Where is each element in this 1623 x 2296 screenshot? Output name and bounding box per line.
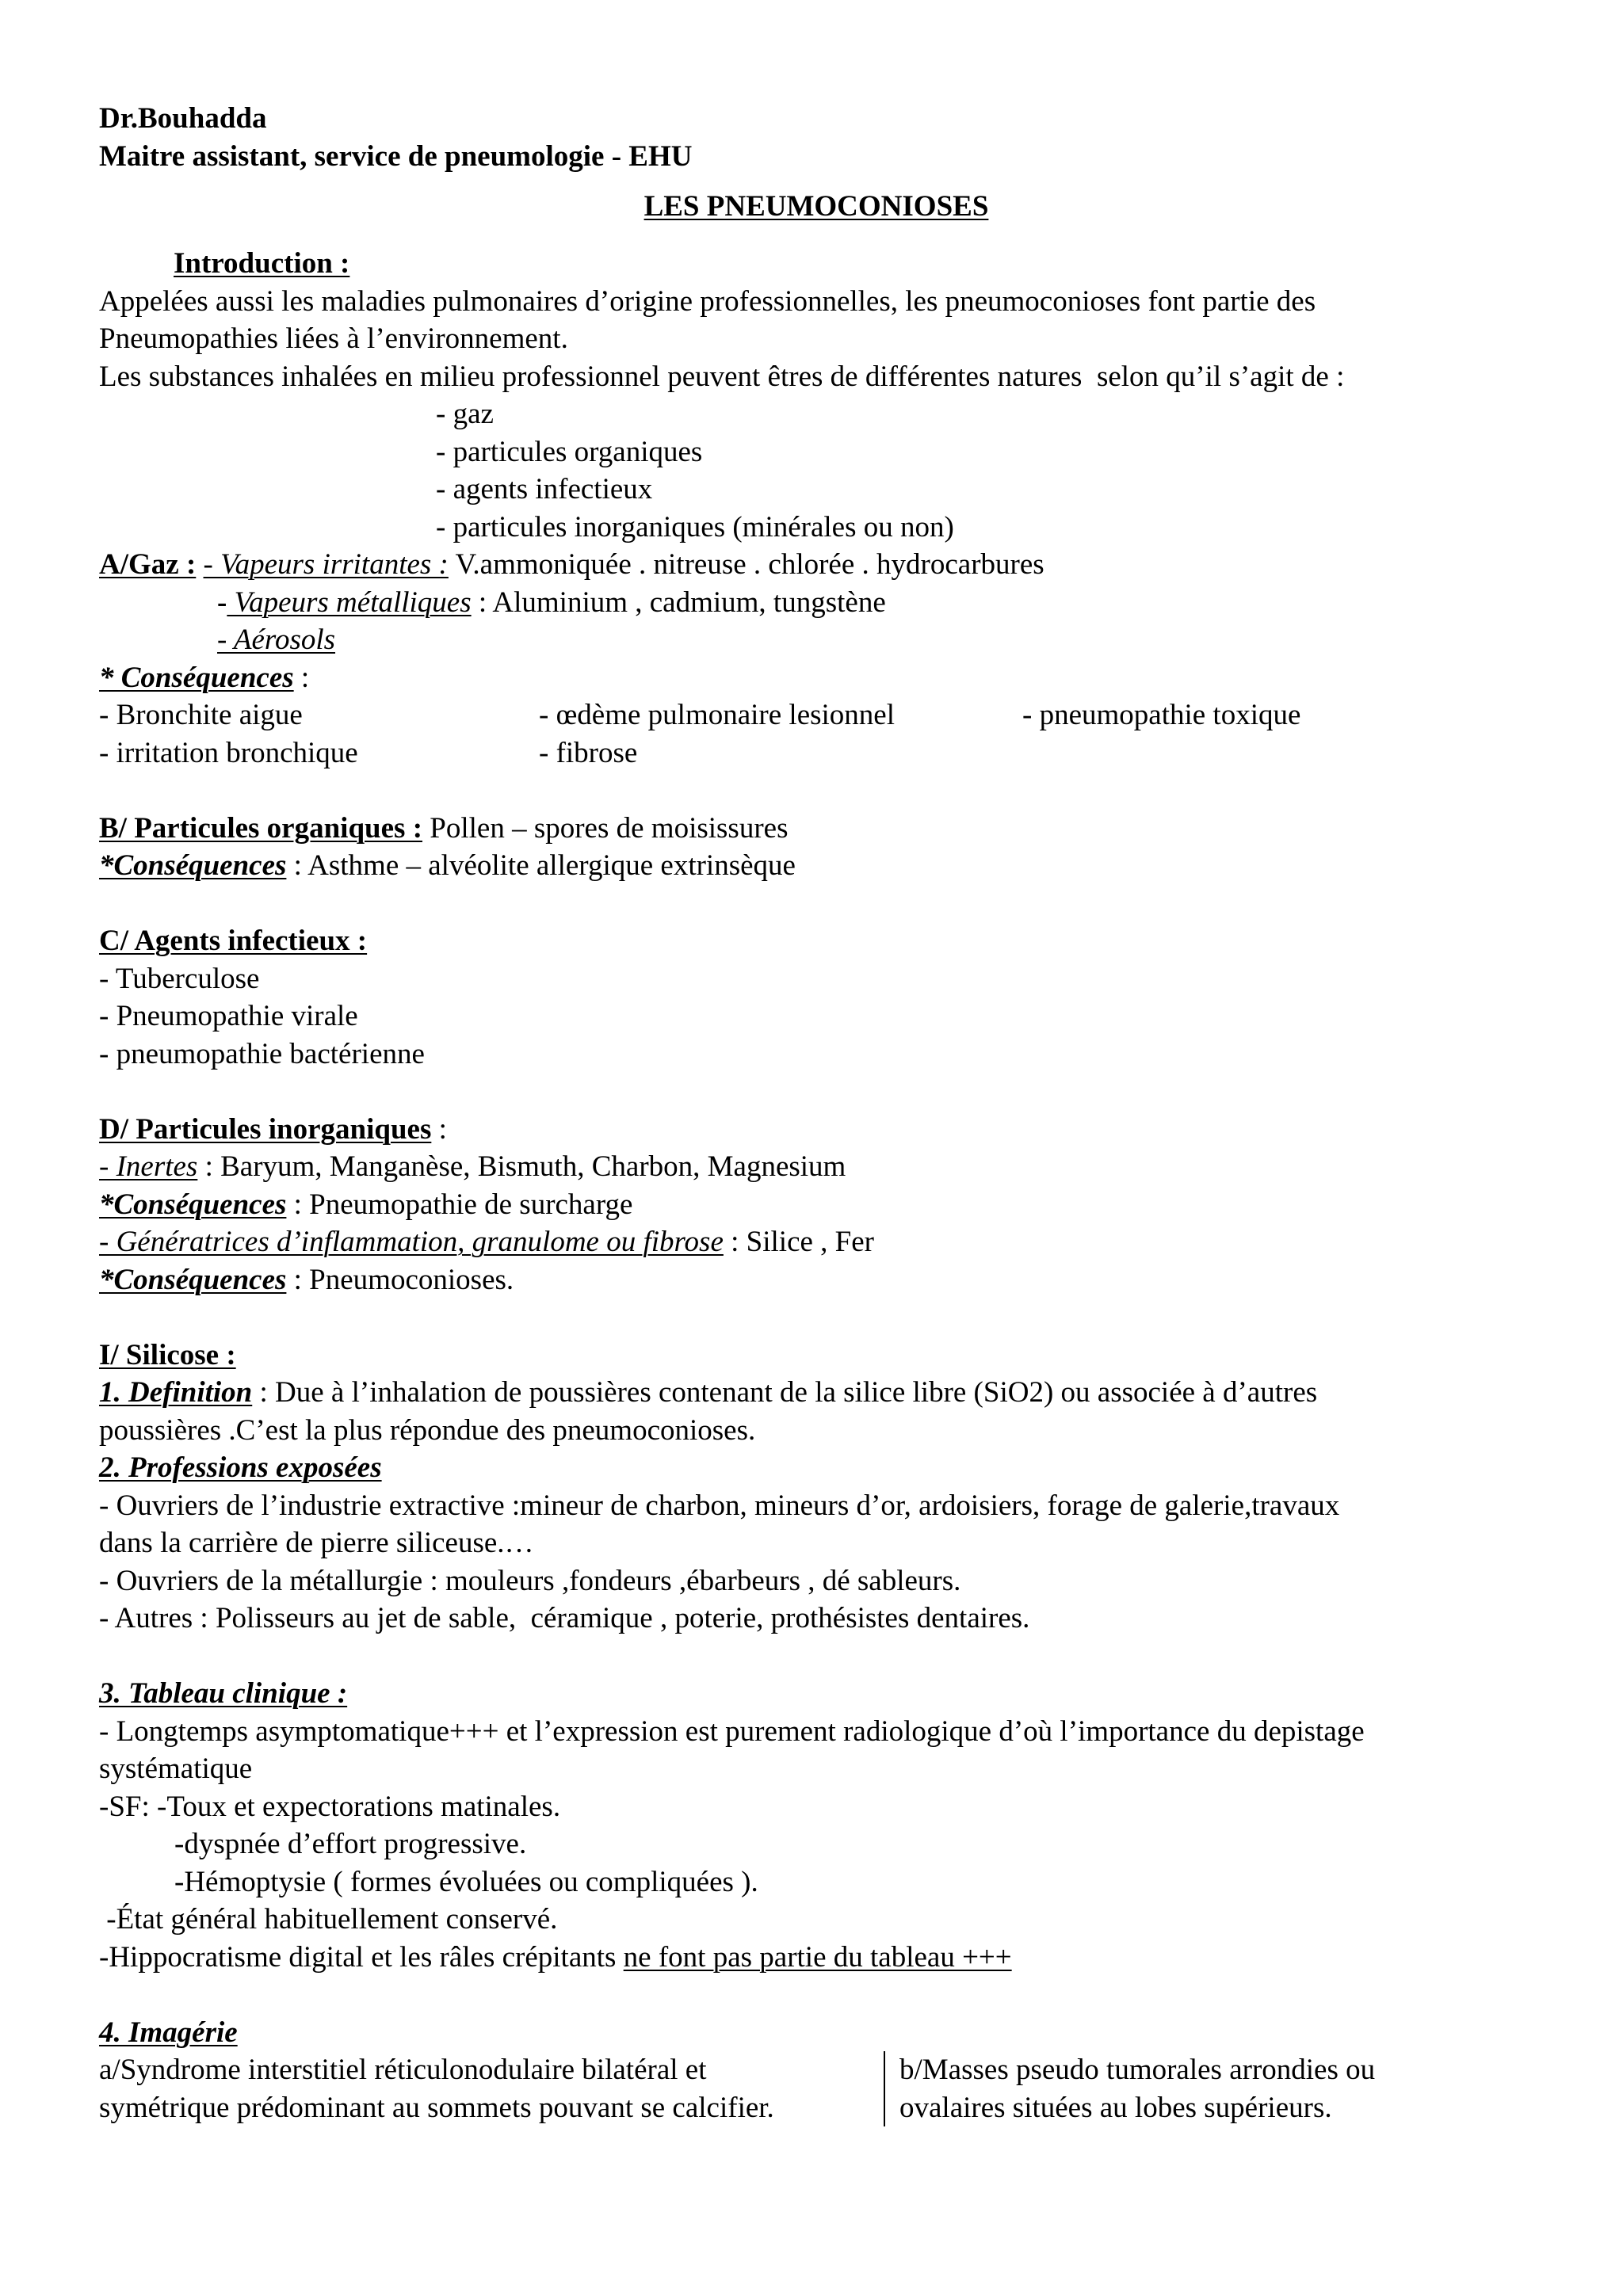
intro-list-item: - particules organiques [436, 435, 703, 468]
silicose-heading: I/ Silicose : [99, 1338, 236, 1371]
title-text: LES PNEUMOCONIOSES [643, 190, 989, 223]
gaz-consequences-heading: * Conséquences : [99, 661, 310, 694]
sf-line: -SF: -Toux et expectorations matinales. [99, 1790, 561, 1823]
consequence-item: - pneumopathie toxique [1022, 699, 1301, 731]
aerosols-line: - Aérosols [217, 624, 336, 656]
imagerie-heading: 4. Imagérie [99, 2016, 238, 2049]
professions-line: - Autres : Polisseurs au jet de sable, céramique , poterie, prothésistes dentaires. [99, 1602, 1030, 1634]
clinique-heading: 3. Tableau clinique : [99, 1677, 348, 1710]
intro-list-item: - particules inorganiques (minérales ou non) [436, 510, 954, 543]
definition-line-1: 1. Definition : Due à l’inhalation de poussières contenant de la silice libre (SiO2) ou associée à d’autres [99, 1376, 1318, 1409]
intro-list-item: - agents infectieux [436, 473, 653, 505]
consequence-item: - Bronchite aigue [99, 699, 303, 731]
etat-general-line: -État général habituellement conservé. [99, 1903, 558, 1936]
author-position: Maitre assistant, service de pneumologie - EHU [99, 139, 693, 173]
inorganiques-consequences-2: *Conséquences : Pneumoconioses. [99, 1263, 514, 1296]
professions-line: - Ouvriers de l’industrie extractive :mineur de charbon, mineurs d’or, ardoisiers, forage de galerie,travaux [99, 1489, 1340, 1522]
inertes-line: - Inertes : Baryum, Manganèse, Bismuth, Charbon, Magnesium [99, 1150, 846, 1183]
intro-line-3: Les substances inhalées en milieu professionnel peuvent êtres de différentes natures selon qu’il s’agit de : [99, 360, 1345, 393]
sf-item: -dyspnée d’effort progressive. [174, 1828, 527, 1860]
gaz-consequences-row-1 [99, 696, 1533, 734]
infectieux-item: - Tuberculose [99, 962, 260, 995]
imagerie-table [99, 2051, 1533, 2126]
infectieux-heading: C/ Agents infectieux : [99, 925, 368, 957]
organiques-heading: B/ Particules organiques : [99, 811, 423, 845]
definition-line-2: poussières .C’est la plus répondue des pneumoconioses. [99, 1413, 756, 1447]
clinique-line-2: systématique [99, 1753, 253, 1785]
intro-line-2: Pneumopathies liées à l’environnement. [99, 322, 568, 355]
gaz-consequences-row-2 [99, 734, 1533, 772]
intro-list-item: - gaz [436, 398, 494, 430]
gaz-heading: A/Gaz : [99, 548, 197, 581]
consequence-item: - irritation bronchique [99, 736, 358, 769]
imagerie-cell-b: b/Masses pseudo tumorales arrondies ou ovalaires situées au lobes supérieurs. [899, 2054, 1376, 2124]
consequence-item: - œdème pulmonaire lesionnel [539, 699, 896, 731]
infectieux-item: - pneumopathie bactérienne [99, 1037, 425, 1070]
document-page [99, 100, 1533, 2126]
intro-line-1: Appelées aussi les maladies pulmonaires d’origine professionnelles, les pneumoconioses font partie des [99, 284, 1316, 318]
inorganiques-consequences-1: *Conséquences : Pneumopathie de surcharge [99, 1188, 633, 1221]
author-name: Dr.Bouhadda [99, 102, 267, 135]
professions-line: - Ouvriers de la métallurgie : mouleurs ,fondeurs ,ébarbeurs , dé sableurs. [99, 1564, 961, 1597]
sf-item: -Hémoptysie ( formes évoluées ou compliquées ). [174, 1865, 758, 1898]
professions-line: dans la carrière de pierre siliceuse.… [99, 1527, 534, 1559]
document-title [99, 188, 1533, 238]
generatrices-line: - Génératrices d’inflammation, granulome ou fibrose : Silice , Fer [99, 1226, 875, 1258]
imagerie-cell-a: a/Syndrome interstitiel réticulonodulaire bilatéral et symétrique prédominant au sommets pouvant se calcifier. [99, 2051, 885, 2126]
intro-heading: Introduction : [174, 247, 350, 280]
gaz-line-2: - Vapeurs métalliques : Aluminium , cadmium, tungstène [217, 585, 886, 619]
infectieux-item: - Pneumopathie virale [99, 1000, 358, 1032]
organiques-line: B/ Particules organiques : Pollen – spores de moisissures [99, 811, 789, 845]
hippocratisme-line: -Hippocratisme digital et les râles crépitants ne font pas partie du tableau +++ [99, 1940, 1012, 1974]
professions-heading: 2. Professions exposées [99, 1451, 382, 1484]
vapeurs-irritantes-label: - Vapeurs irritantes : [203, 548, 449, 581]
vapeurs-metalliques-label: Vapeurs métalliques [227, 585, 472, 619]
consequence-item: - fibrose [539, 736, 638, 769]
clinique-line-1: - Longtemps asymptomatique+++ et l’expression est purement radiologique d’où l’importance du depistage [99, 1714, 1365, 1748]
inorganiques-heading: D/ Particules inorganiques : [99, 1112, 447, 1146]
organiques-consequences: *Conséquences : Asthme – alvéolite allergique extrinsèque [99, 849, 796, 882]
gaz-line-1: A/Gaz : - Vapeurs irritantes : V.ammoniquée . nitreuse . chlorée . hydrocarbures [99, 548, 1044, 581]
